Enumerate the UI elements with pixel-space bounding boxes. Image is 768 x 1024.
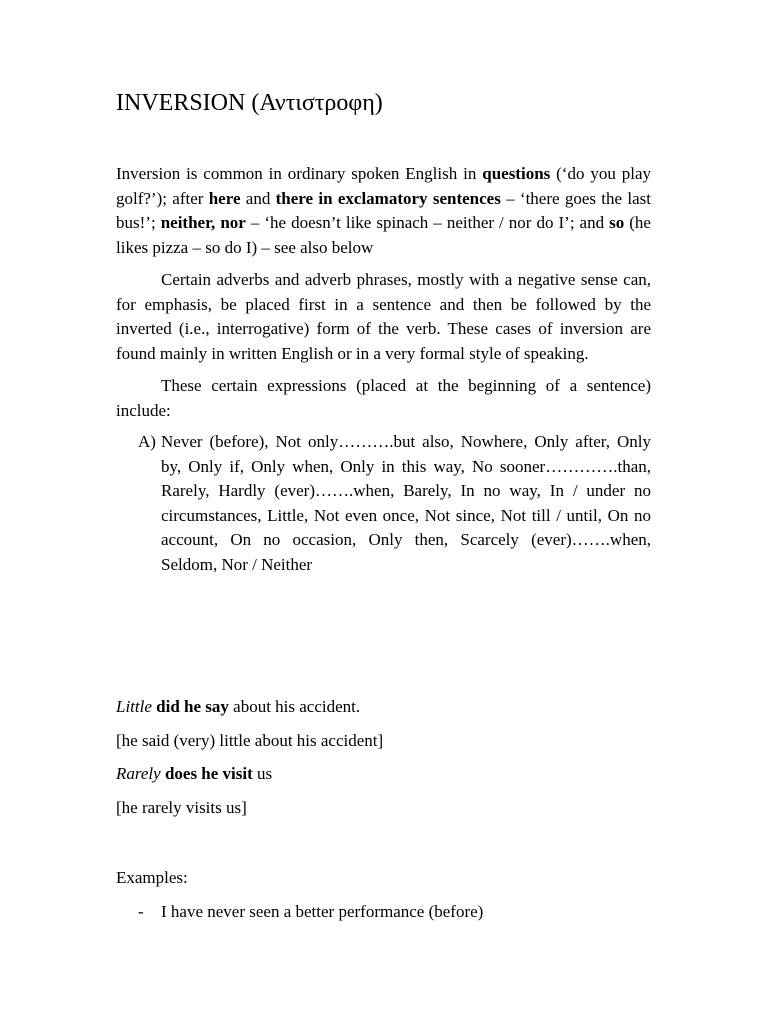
intro-text: (he likes pizza – so do I) – see also below [116,213,651,257]
intro-text: (‘do you play golf?’); after [116,164,651,208]
example-sentence [116,695,383,729]
bold-term: here [208,188,241,208]
bold-term: so [609,213,625,232]
list-text: Never (before), Not only……….but also, Nowhere, Only after, Only by, Only if, Only when, Only in this way, No sooner………….than, Rarely, Hardly (ever)…….when, Barely, In no way, In / under no circumstances, Little, Not even once, Not since, Not till / until, On no account, On no occasion, Only then, Scarcely (ever)…….when, Seldom, Nor / Neither [161,432,651,574]
expression-list-item [138,430,651,577]
dash-bullet: - [138,902,144,921]
inverted-verb: does he visit [164,764,253,783]
inverted-verb: did he say [156,697,229,716]
examples-heading: Examples: [116,868,188,887]
inversion-examples [116,695,383,829]
adverbs-paragraph: Certain adverbs and adverb phrases, mostly with a negative sense can, for emphasis, be placed first in a sentence and then be followed by the inverted (i.e., interrogative) form of the verb. These cases of inversion are found mainly in written English or in a very formal style of speaking. [116,270,651,363]
intro-paragraph [116,162,651,260]
adverb: Rarely [116,764,161,783]
sentence-rest: us [252,764,273,783]
example-sentence [116,762,383,796]
list-label: A) [138,432,156,451]
intro-text: Inversion is common in ordinary spoken English in [116,164,483,183]
bullet-text: I have never seen a better performance (before) [161,902,484,921]
intro-text: – ‘there goes the last bus!’; [116,188,651,232]
bold-term: questions [482,164,551,183]
intro-text: and [240,188,276,208]
bold-term: neither, nor [160,213,246,232]
sentence-rest: about his accident. [228,697,361,716]
expressions-paragraph: These certain expressions (placed at the beginning of a sentence) include: [116,376,651,420]
list-item [116,900,483,924]
examples-section [116,866,483,924]
example-gloss: [he rarely visits us] [116,797,247,817]
example-gloss: [he said (very) little about his accident] [116,730,384,750]
intro-text: – ‘he doesn’t like spinach – neither / nor do I’; and [245,213,610,232]
adverb: Little [116,697,152,716]
document-body [116,162,651,577]
page-title: INVERSION (Αντιστροφη) [116,90,383,116]
bold-term: there in exclamatory sentences [275,188,501,208]
